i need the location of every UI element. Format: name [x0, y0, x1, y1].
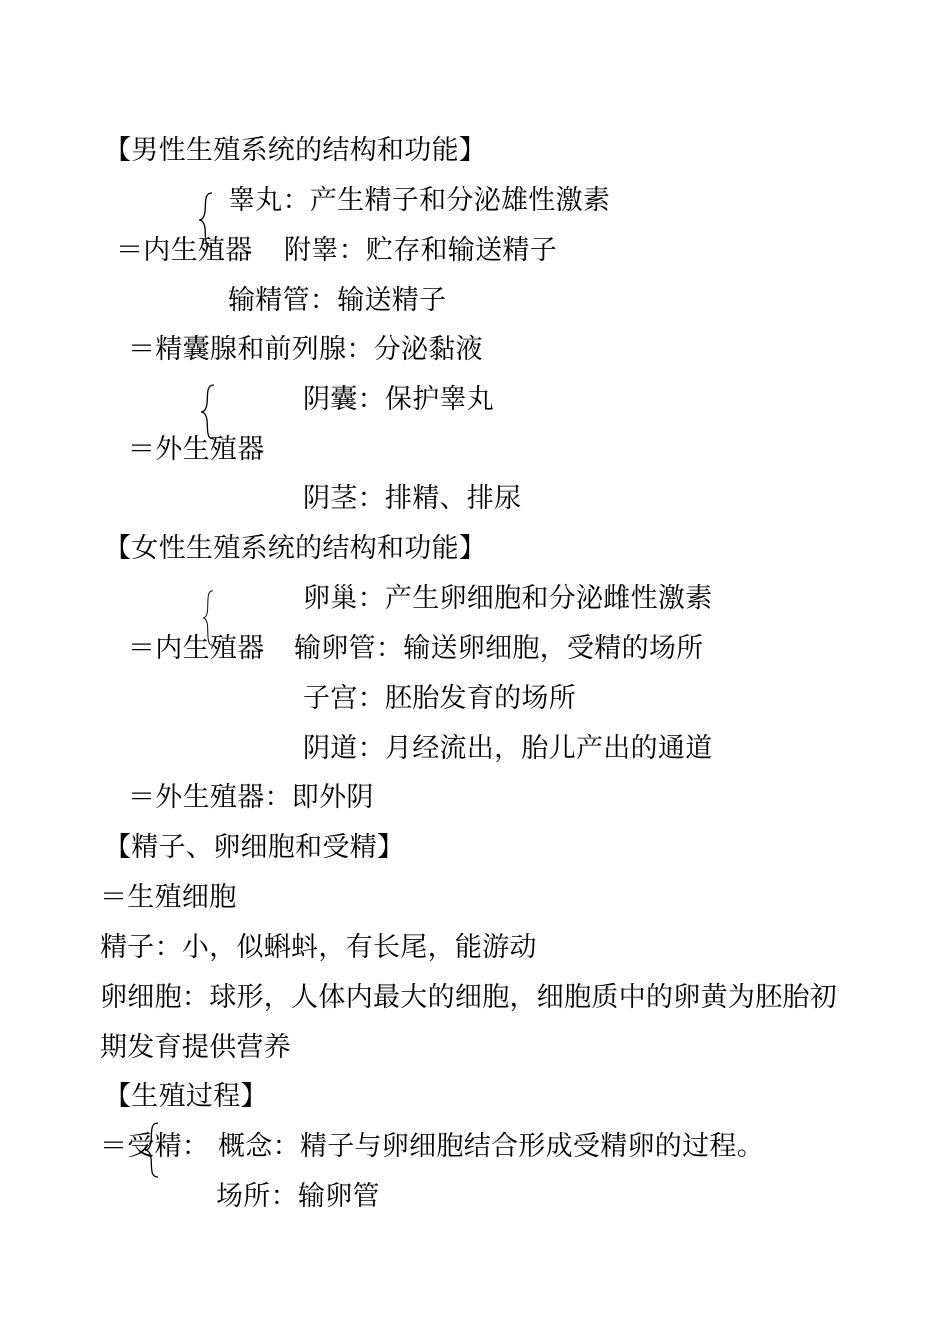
female-ovary: 卵巢：产生卵细胞和分泌雌性激素 — [303, 583, 713, 614]
egg-desc-line1: 卵细胞：球形，人体内最大的细胞，细胞质中的卵黄为胚胎初 — [100, 982, 838, 1013]
process-heading: 【生殖过程】 — [104, 1081, 268, 1112]
male-external-label: ＝外生殖器 — [128, 434, 265, 465]
fertilization-concept: 概念：精子与卵细胞结合形成受精卵的过程。 — [218, 1131, 764, 1162]
male-heading: 【男性生殖系统的结构和功能】 — [104, 135, 487, 166]
fertilization-place: 场所：输卵管 — [216, 1181, 380, 1212]
female-external: ＝外生殖器：即外阴 — [128, 782, 374, 813]
male-glands: ＝精囊腺和前列腺：分泌黏液 — [128, 334, 483, 365]
female-oviduct: 输卵管：输送卵细胞，受精的场所 — [294, 633, 704, 664]
fertilization-label: ＝受精： — [100, 1131, 210, 1162]
brace-male-external — [200, 384, 218, 440]
male-testis: 睾丸：产生精子和分泌雄性激素 — [228, 185, 611, 216]
female-vagina: 阴道：月经流出，胎儿产出的通道 — [303, 733, 713, 764]
male-scrotum: 阴囊：保护睾丸 — [303, 384, 495, 415]
female-heading: 【女性生殖系统的结构和功能】 — [104, 533, 487, 564]
germ-cells: ＝生殖细胞 — [100, 882, 237, 913]
egg-desc-line2: 期发育提供营养 — [100, 1032, 292, 1063]
male-vas-deferens: 输精管：输送精子 — [228, 285, 447, 316]
male-epididymis: 附睾：贮存和输送精子 — [284, 235, 557, 266]
male-penis: 阴茎：排精、排尿 — [303, 483, 522, 514]
sperm-desc: 精子：小，似蝌蚪，有长尾，能游动 — [100, 932, 537, 963]
female-internal-label: ＝内生殖器 — [128, 633, 265, 664]
cells-heading: 【精子、卵细胞和受精】 — [104, 832, 405, 863]
female-uterus: 子宫：胚胎发育的场所 — [303, 683, 576, 714]
male-internal-label: ＝内生殖器 — [116, 235, 253, 266]
